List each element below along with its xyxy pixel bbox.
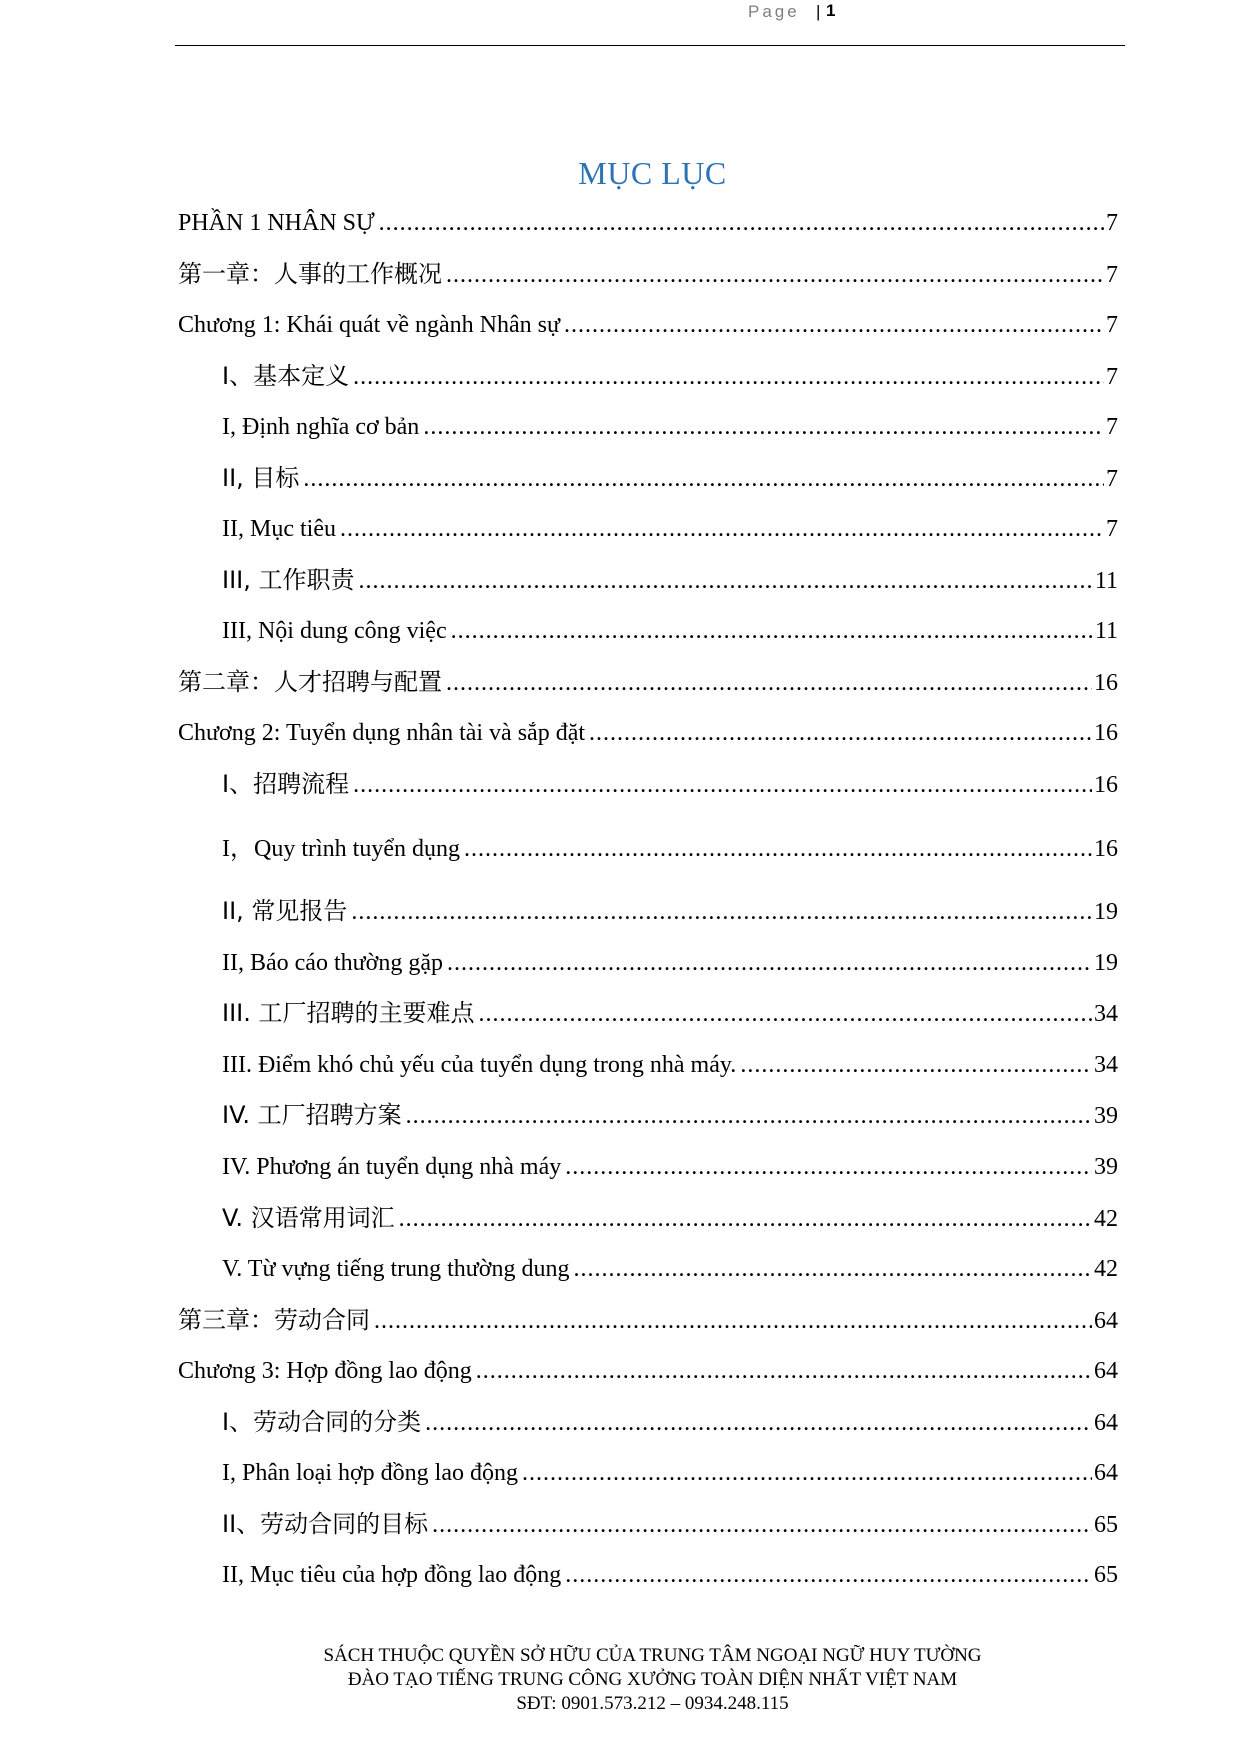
toc-leader xyxy=(522,1456,1092,1490)
toc-entry-label: III. Điểm khó chủ yếu của tuyển dụng trong nhà máy. xyxy=(222,1052,737,1078)
toc-entry[interactable] xyxy=(222,996,1118,1030)
toc-entry-page: 7 xyxy=(1106,312,1118,338)
toc-entry-label: II, Mục tiêu của hợp đồng lao động xyxy=(222,1562,562,1588)
toc-entry-label: II、劳动合同的目标 xyxy=(222,1510,429,1538)
toc-entry-page: 7 xyxy=(1106,364,1118,390)
toc-leader xyxy=(340,512,1104,546)
toc-entry[interactable] xyxy=(222,894,1118,928)
toc-entry-page: 19 xyxy=(1094,899,1118,925)
toc-entry-label: I，Quy trình tuyển dụng xyxy=(222,836,460,862)
footer-line-3: SĐT: 0901.573.212 – 0934.248.115 xyxy=(516,1693,789,1714)
toc-entry[interactable] xyxy=(222,359,1118,393)
toc-leader xyxy=(565,1150,1092,1184)
toc-entry-page: 16 xyxy=(1094,720,1118,746)
toc-leader xyxy=(451,614,1093,648)
toc-entry[interactable] xyxy=(178,1354,1118,1388)
toc-entry-page: 16 xyxy=(1094,836,1118,862)
toc-entry-page: 65 xyxy=(1094,1562,1118,1588)
toc-entry[interactable] xyxy=(178,206,1118,240)
toc-leader xyxy=(425,1406,1092,1440)
toc-entry-page: 7 xyxy=(1106,516,1118,542)
header-rule xyxy=(175,45,1125,46)
toc-entry-label: I, Định nghĩa cơ bản xyxy=(222,414,420,440)
toc-entry-label: Chương 2: Tuyển dụng nhân tài và sắp đặt xyxy=(178,720,586,746)
toc-leader xyxy=(464,832,1092,866)
toc-entry-page: 16 xyxy=(1094,772,1118,798)
toc-leader xyxy=(374,1304,1092,1338)
toc-leader xyxy=(447,946,1092,980)
toc-entry[interactable] xyxy=(222,1405,1118,1439)
toc-entry-page: 11 xyxy=(1094,568,1118,594)
toc-entry-label: PHẦN 1 NHÂN SỰ xyxy=(178,210,375,236)
toc-entry-label: 第三章：劳动合同 xyxy=(178,1306,370,1334)
toc-entry-page: 34 xyxy=(1094,1001,1118,1027)
toc-entry-label: III. 工厂招聘的主要难点 xyxy=(222,999,475,1027)
toc-entry-page: 64 xyxy=(1094,1308,1118,1334)
toc-title: MỤC LỤC xyxy=(578,155,727,191)
toc-entry-page: 19 xyxy=(1094,950,1118,976)
toc-leader xyxy=(574,1252,1093,1286)
toc-entry-label: II, Mục tiêu xyxy=(222,516,336,542)
toc-entry-label: II, 常见报告 xyxy=(222,897,348,925)
page-header xyxy=(175,18,1125,46)
toc-entry-label: I, Phân loại hợp đồng lao động xyxy=(222,1460,518,1486)
toc-entry-label: III, Nội dung công việc xyxy=(222,618,447,644)
toc-entry[interactable] xyxy=(178,665,1118,699)
toc-entry[interactable] xyxy=(222,1098,1118,1132)
toc-entry-label: V. 汉语常用词汇 xyxy=(222,1204,395,1232)
toc-entry[interactable] xyxy=(222,1456,1118,1490)
toc-entry-label: IV. Phương án tuyển dụng nhà máy xyxy=(222,1154,562,1180)
footer-line-2: ĐÀO TẠO TIẾNG TRUNG CÔNG XƯỞNG TOÀN DIỆN NHẤT VIỆT NAM xyxy=(347,1669,958,1690)
toc-entry[interactable] xyxy=(222,512,1118,546)
toc-entry[interactable] xyxy=(178,716,1118,750)
toc-leader xyxy=(479,997,1093,1031)
toc-entry[interactable] xyxy=(222,1201,1118,1235)
toc-leader xyxy=(476,1354,1092,1388)
toc-entry[interactable] xyxy=(178,1303,1118,1337)
toc-entry-label: IV. 工厂招聘方案 xyxy=(222,1101,402,1129)
footer-line-1: SÁCH THUỘC QUYỀN SỞ HỮU CỦA TRUNG TÂM NGOẠI NGỮ HUY TƯỜNG xyxy=(323,1645,982,1666)
toc-entry[interactable] xyxy=(222,1558,1118,1592)
toc-entry[interactable] xyxy=(222,946,1118,980)
toc-leader xyxy=(564,308,1104,342)
toc-entry-page: 7 xyxy=(1106,414,1118,440)
toc-entry-page: 64 xyxy=(1094,1410,1118,1436)
page-separator: | xyxy=(816,2,821,21)
toc-leader xyxy=(353,360,1104,394)
toc-leader xyxy=(379,206,1104,240)
toc-entry-label: III, 工作职责 xyxy=(222,566,355,594)
toc-entry-page: 64 xyxy=(1094,1460,1118,1486)
toc-entry-page: 39 xyxy=(1094,1103,1118,1129)
toc-leader xyxy=(399,1202,1092,1236)
toc-leader xyxy=(446,258,1104,292)
toc-entry[interactable] xyxy=(178,257,1118,291)
toc-leader xyxy=(353,768,1092,802)
toc-entry-label: Chương 3: Hợp đồng lao động xyxy=(178,1358,472,1384)
page-footer xyxy=(0,1644,1241,1716)
toc-leader xyxy=(740,1048,1092,1082)
toc-leader xyxy=(432,1508,1092,1542)
toc-entry-label: 第二章：人才招聘与配置 xyxy=(178,668,442,696)
toc-entry-page: 16 xyxy=(1094,670,1118,696)
page-label: Page xyxy=(748,2,800,21)
toc-leader xyxy=(446,666,1092,700)
page-number: 1 xyxy=(826,1,836,20)
toc-entry-label: II, Báo cáo thường gặp xyxy=(222,950,443,976)
toc-entry-page: 7 xyxy=(1106,210,1118,236)
toc-entry-page: 11 xyxy=(1094,618,1118,644)
toc-entry-label: 第一章：人事的工作概况 xyxy=(178,260,442,288)
toc-entry[interactable] xyxy=(222,832,1118,866)
toc-entry-label: I、劳动合同的分类 xyxy=(222,1408,422,1436)
toc-entry-label: I、招聘流程 xyxy=(222,770,350,798)
toc-entry-label: I、基本定义 xyxy=(222,362,350,390)
toc-leader xyxy=(423,410,1104,444)
toc-entry-label: II, 目标 xyxy=(222,464,300,492)
toc-entry-label: V. Từ vựng tiếng trung thường dung xyxy=(222,1256,570,1282)
toc-entry-page: 7 xyxy=(1106,262,1118,288)
toc-entry[interactable] xyxy=(222,767,1118,801)
toc-entry[interactable] xyxy=(178,308,1118,342)
toc-entry-page: 7 xyxy=(1106,466,1118,492)
toc-entry[interactable] xyxy=(222,461,1118,495)
toc-leader xyxy=(359,564,1093,598)
toc-entry[interactable] xyxy=(222,1507,1118,1541)
toc-leader xyxy=(351,895,1092,929)
toc-entry[interactable] xyxy=(222,410,1118,444)
toc-leader xyxy=(406,1099,1092,1133)
toc-entry[interactable] xyxy=(222,614,1118,648)
toc-entry-page: 65 xyxy=(1094,1512,1118,1538)
toc-entry-page: 39 xyxy=(1094,1154,1118,1180)
toc-entry[interactable] xyxy=(222,1048,1118,1082)
toc-leader xyxy=(303,462,1104,496)
toc-leader xyxy=(565,1558,1092,1592)
toc-leader xyxy=(589,716,1092,750)
toc-entry-page: 42 xyxy=(1094,1206,1118,1232)
toc-entry[interactable] xyxy=(222,1252,1118,1286)
toc-entry-page: 42 xyxy=(1094,1256,1118,1282)
toc-entry[interactable] xyxy=(222,1150,1118,1184)
toc-entry[interactable] xyxy=(222,563,1118,597)
toc-entry-page: 64 xyxy=(1094,1358,1118,1384)
toc-entry-page: 34 xyxy=(1094,1052,1118,1078)
toc-entry-label: Chương 1: Khái quát về ngành Nhân sự xyxy=(178,312,560,338)
